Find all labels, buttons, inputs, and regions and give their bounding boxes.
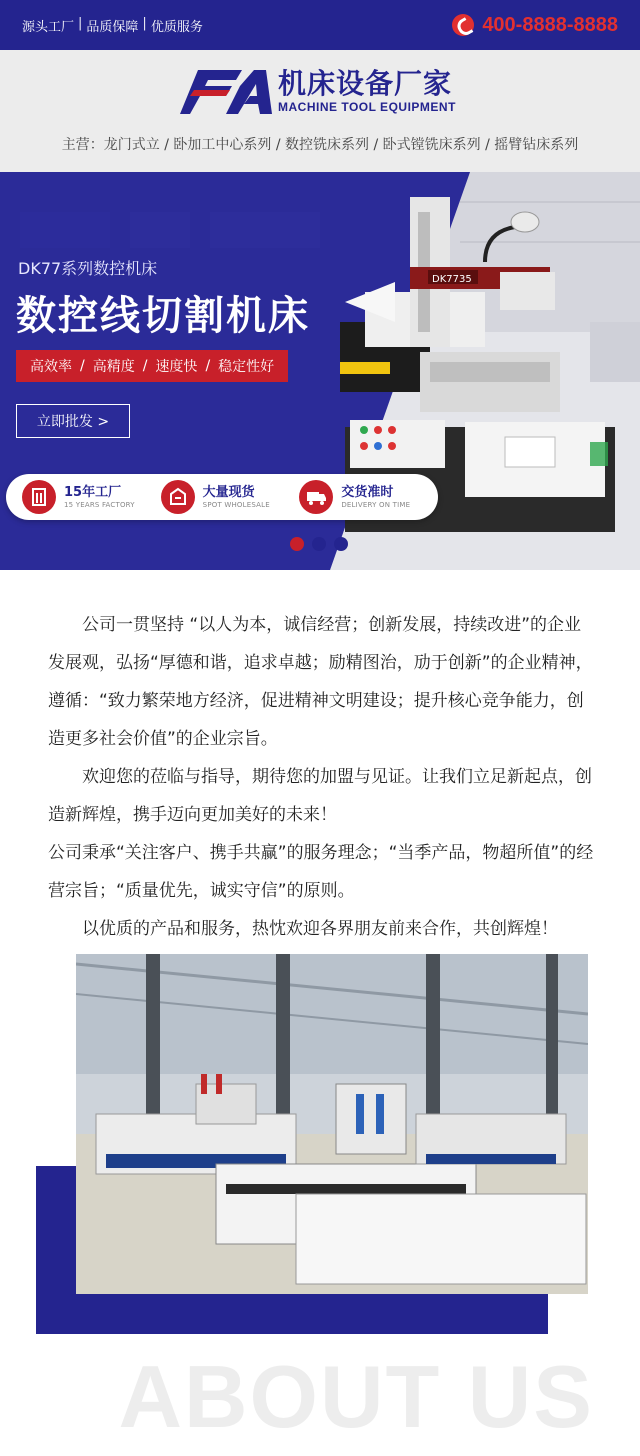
logo-subtitle: MACHINE TOOL EQUIPMENT [278, 100, 456, 114]
feature-item: 速度快 [155, 359, 198, 375]
about-paragraph: 欢迎您的莅临与指导，期待您的加盟与见证。让我们立足新起点，创造新辉煌，携手迈向更加美好的未来！ [48, 767, 592, 825]
main-business-line: 主营：龙门式立 / 卧加工中心系列 / 数控铣床系列 / 卧式镗铣床系列 / 摇臂钻床系列 [61, 137, 579, 153]
truck-icon [299, 480, 333, 514]
feature-bar [16, 350, 288, 382]
feature-item: 稳定性好 [218, 359, 275, 375]
logo-title: 机床设备厂家 [278, 67, 453, 100]
highlight-subtitle: DELIVERY ON TIME [341, 501, 411, 509]
feature-separator: / [80, 358, 85, 374]
tag-source-factory: 源头工厂 [22, 19, 75, 35]
tag-separator: | [142, 15, 147, 31]
hotline-number[interactable]: 400-8888-8888 [482, 13, 618, 36]
feature-item: 高效率 [30, 359, 72, 375]
site-header [0, 50, 640, 172]
about-paragraph: 公司秉承“关注客户、携手共赢”的服务理念；“当季产品，物超所值”的经营宗旨；“质量优先，诚实守信”的原则。 [48, 843, 594, 901]
logo[interactable] [180, 64, 456, 118]
carousel-dots [290, 537, 348, 551]
highlight-title: 交货准时 [341, 485, 394, 500]
about-us-watermark: ABOUT US [118, 1347, 594, 1446]
feature-separator: / [142, 358, 148, 374]
highlight-item [22, 480, 161, 514]
feature-item: 高精度 [92, 359, 135, 375]
about-paragraph: 以优质的产品和服务，热忱欢迎各界朋友前来合作，共创辉煌！ [82, 919, 558, 939]
phone-icon [452, 14, 474, 36]
box-icon [161, 480, 195, 514]
factory-icon [22, 480, 56, 514]
logo-mark-icon [180, 64, 272, 118]
about-text [48, 606, 596, 948]
highlight-title: 15年工厂 [64, 485, 122, 500]
carousel-dot[interactable] [290, 537, 304, 551]
highlight-title: 大量现货 [202, 485, 255, 500]
carousel-dot[interactable] [312, 537, 326, 551]
hotline[interactable] [452, 14, 618, 37]
highlight-item [161, 480, 300, 514]
factory-photo [76, 954, 588, 1294]
highlight-item [299, 480, 438, 514]
service-tags [22, 16, 203, 35]
wholesale-now-button[interactable]: 立即批发 > [16, 404, 130, 438]
top-bar [0, 0, 640, 50]
hero-banner [0, 172, 640, 570]
machine-model-label: DK7735 [432, 274, 472, 285]
about-paragraph: 公司一贯坚持 “以人为本，诚信经营；创新发展，持续改进”的企业发展观，弘扬“厚德和谐，追求卓越；励精图治，劢于创新”的企业精神，遵循：“致力繁荣地方经济，促进精神文明建设；提升核心竞争能力，创造更多社会价值”的企业宗旨。 [48, 615, 593, 749]
tag-separator: | [78, 15, 83, 31]
banner-subtitle: DK77系列数控机床 [18, 259, 158, 278]
tag-service: 优质服务 [150, 19, 203, 35]
factory-photo-image [76, 954, 588, 1294]
highlight-subtitle: SPOT WHOLESALE [202, 501, 270, 509]
banner-title: 数控线切割机床 [16, 293, 310, 339]
feature-separator: / [205, 358, 211, 374]
highlight-subtitle: 15 YEARS FACTORY [64, 501, 135, 509]
highlights-bar [6, 474, 438, 520]
tag-quality: 品质保障 [86, 19, 139, 35]
carousel-dot[interactable] [334, 537, 348, 551]
